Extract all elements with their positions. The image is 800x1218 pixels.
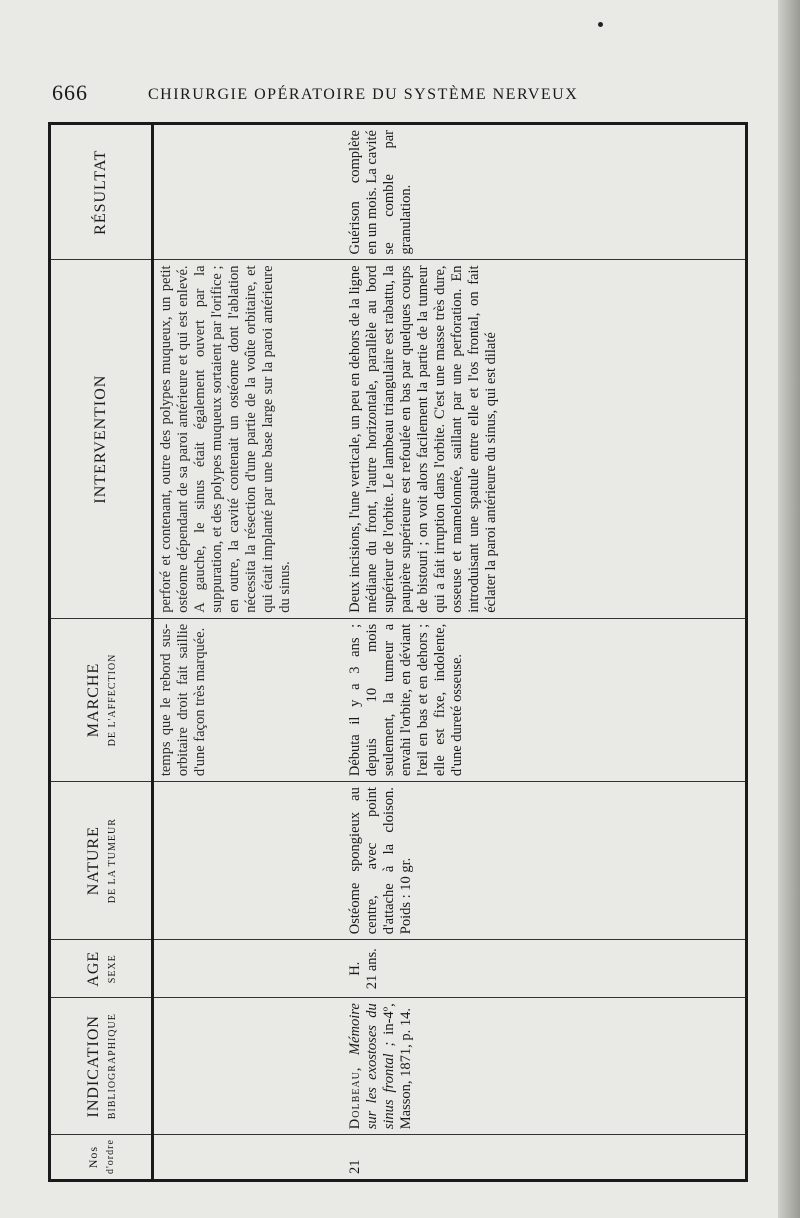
cell-marche: Débuta il y a 3 ans ; depuis 10 mois seulement, la tumeur a envahi l'orbite, en déviant l'œil en bas et en dehors ; elle est fixe, indolente, d'une dureté osseuse. (343, 618, 746, 781)
col-header-intervention: INTERVENTION (51, 260, 153, 618)
col-header-nature: NATURE DE LA TUMEUR (51, 782, 153, 940)
age-value: 21 ans. (363, 948, 380, 990)
cell-age (153, 940, 343, 998)
col-header-number: Nos d'ordre (51, 1135, 153, 1179)
col-header-marche: MARCHE DE L'AFFECTION (51, 618, 153, 781)
ink-spot (598, 22, 603, 27)
cell-resultat: Guérison complète en un mois. La cavité se comble par granulation. (346, 130, 414, 255)
cell-marche: temps que le rebord sus-orbitaire droit fait saillie d'une façon très marquée. (153, 618, 343, 781)
cell-resultat (153, 125, 343, 260)
cell-indication (153, 998, 343, 1135)
col-header-indication: INDICATION BIBLIOGRAPHIQUE (51, 998, 153, 1135)
cell-nature (153, 782, 343, 940)
cell-nature: Ostéome spongieux au centre, avec point d'attache à la cloison. Poids : 10 gr. (343, 782, 746, 940)
cell-number: 21 (343, 1135, 746, 1179)
col-header-age: AGE SEXE (51, 940, 153, 998)
reference-title: Mémoire sur les exostoses du sinus frontal ; (346, 1003, 397, 1130)
cell-intervention: perforé et contenant, outre des polypes muqueux, un petit ostéome dépendant de sa paroi antérieure et qui est enlevé. A gauche, le sinus était également ouvert par la suppuration, et des polypes muqueux sortaient par l'orifice ; en outre, la cavité contenait un ostéome dont l'ablation nécessita la résection d'une partie de la voûte orbitaire, et qui était implanté par une base large sur la paroi antérieure du sinus. (153, 260, 343, 618)
table-header-row (51, 125, 153, 1179)
page-number: 666 (52, 80, 88, 105)
reference-publication: in-4º, Masson, 1871, p. 14. (380, 1003, 414, 1130)
sex-value: H. (346, 961, 363, 976)
author-name: Dolbeau, (346, 1066, 363, 1130)
page-edge-shadow (778, 0, 800, 1218)
cell-age (343, 940, 746, 998)
table-row-continuation (153, 125, 343, 1179)
cell-intervention: Deux incisions, l'une verticale, un peu en dehors de la ligne médiane du front, l'autre horizontale, parallèle au bord supérieur de l'orbite. Le lambeau triangulaire est rabattu, la paupière supérieure est refoulée en bas par quelques coups de bistouri ; on voit alors facilement la partie de la tumeur qui a fait irruption dans l'orbite. C'est une masse très dure, osseuse et mamelonnée, saillant par une perforation. En introduisant une spatule entre elle et l'os frontal, on fait éclater la paroi antérieure du sinus, qui est dilaté (343, 260, 746, 618)
col-header-resultat: RÉSULTAT (51, 125, 153, 260)
cell-indication (343, 998, 746, 1135)
table-row-21 (343, 125, 746, 1179)
cell-number (153, 1135, 343, 1179)
rotated-table (48, 122, 748, 1182)
running-title: CHIRURGIE OPÉRATOIRE DU SYSTÈME NERVEUX (148, 86, 579, 103)
case-table (51, 125, 745, 1179)
page-header (52, 80, 752, 110)
